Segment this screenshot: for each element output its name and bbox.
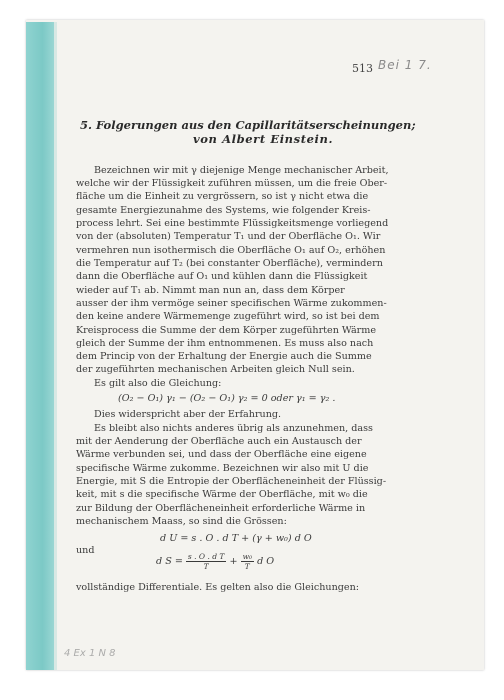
text-line: gleich der Summe der ihm entnommenen. Es muss also nach (76, 338, 374, 349)
article-author: von Albert Einstein. (193, 132, 334, 146)
text-line: Kreisprocess die Summe der dem Körper zugeführten Wärme (76, 325, 377, 336)
eq3-frac1-numerator: s . O . d T (187, 552, 225, 561)
text-line: dann die Oberfläche auf O₁ und kühlen dann die Flüssigkeit (76, 271, 368, 282)
equation-2: d U = s . O . d T + (γ + w₀) d O (160, 533, 312, 544)
pencil-annotation: Bei 1 7. (378, 58, 432, 72)
eq3-fraction-2 (241, 552, 254, 571)
text-line: Energie, mit S die Entropie der Oberflächeneinheit der Flüssig- (76, 476, 387, 487)
eq3-tail: d O (257, 556, 275, 567)
text-line: ausser der ihm vermöge seiner specifischen Wärme zukommen- (76, 298, 387, 309)
und-word: und (76, 545, 95, 556)
eq3-frac2-denominator: T (244, 562, 250, 571)
text-line: Es gilt also die Gleichung: (94, 378, 222, 389)
text-line: specifische Wärme zukomme. Bezeichnen wir also mit U die (76, 463, 369, 474)
text-line: wieder auf T₁ ab. Nimmt man nun an, dass dem Körper (76, 285, 345, 296)
text-line: von der (absoluten) Temperatur T₁ und der Oberfläche O₁. Wir (76, 231, 381, 242)
text-line: gesamte Energiezunahme des Systems, wie folgender Kreis- (76, 205, 371, 216)
text-line: mit der Aenderung der Oberfläche auch ein Austausch der (76, 436, 362, 447)
page-number: 513 (352, 62, 373, 75)
text-line: mechanischem Maass, so sind die Grössen: (76, 516, 287, 527)
text-line: Wärme verbunden sei, und dass der Oberfläche eine eigene (76, 449, 367, 460)
eq3-fraction-1 (186, 552, 227, 571)
article-title: 5. Folgerungen aus den Capillaritätserscheinungen; (80, 118, 416, 132)
text-line: zur Bildung der Oberflächeneinheit erforderliche Wärme in (76, 503, 366, 514)
spine-binding-tape (26, 22, 56, 670)
text-line: der zugeführten mechanischen Arbeiten gleich Null sein. (76, 364, 355, 375)
text-line: Dies widerspricht aber der Erfahrung. (94, 409, 282, 420)
text-line: keit, mit s die specifische Wärme der Oberfläche, mit w₀ die (76, 489, 368, 500)
text-line: den keine andere Wärmemenge zugeführt wird, so ist bei dem (76, 311, 380, 322)
text-line: fläche um die Einheit zu vergrössern, so ist γ nicht etwa die (76, 191, 369, 202)
eq3-plus: + (229, 556, 238, 567)
eq3-frac2-numerator: w₀ (242, 552, 253, 561)
text-line: dem Princip von der Erhaltung der Energie auch die Summe (76, 351, 372, 362)
equation-1: (O₂ − O₁) γ₁ − (O₂ − O₁) γ₂ = 0 oder γ₁ = γ₂ . (118, 393, 336, 404)
text-line: Es bleibt also nichts anderes übrig als anzunehmen, dass (94, 423, 373, 434)
eq3-lhs: d S = (156, 556, 183, 567)
text-line: welche wir der Flüssigkeit zuführen müssen, um die freie Ober- (76, 178, 388, 189)
tape-edge (54, 22, 57, 670)
text-line: process lehrt. Sei eine bestimmte Flüssigkeitsmenge vorliegend (76, 218, 389, 229)
ink-stamp: 4 Ex 1 N 8 (64, 648, 116, 659)
equation-3 (156, 552, 274, 571)
text-line: vermehren nun isothermisch die Oberfläche O₁ auf O₂, erhöhen (76, 245, 386, 256)
eq3-frac1-denominator: T (203, 562, 209, 571)
paragraph-3: vollständige Differentiale. Es gelten also die Gleichungen: (76, 582, 359, 593)
text-line: die Temperatur auf T₂ (bei constanter Oberfläche), vermindern (76, 258, 383, 269)
text-line: Bezeichnen wir mit γ diejenige Menge mechanischer Arbeit, (94, 165, 389, 176)
